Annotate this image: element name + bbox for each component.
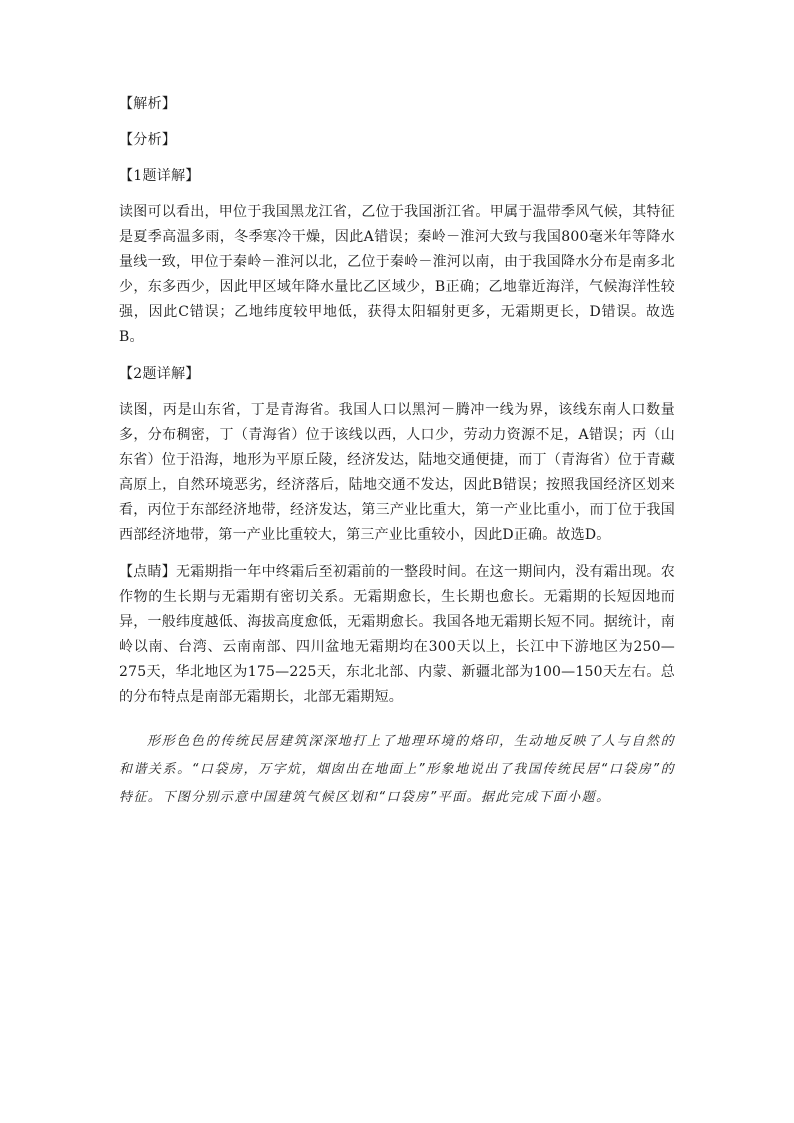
answer-content [119, 92, 675, 812]
q1-explanation: 读图可以看出，甲位于我国黑龙江省，乙位于我国浙江省。甲属于温带季风气候，其特征是夏季高温多雨，冬季寒冷干燥，因此A错误；秦岭－淮河大致与我国800毫米年等降水量线一致，甲位于秦岭－淮河以北，乙位于秦岭－淮河以南，由于我国降水分布是南多北少，东多西少，因此甲区域年降水量比乙区域少，B正确；乙地靠近海洋，气候海洋性较强，因此C错误；乙地纬度较甲地低，获得太阳辐射更多，无霜期更长，D错误。故选B。 [119, 204, 675, 345]
fenxi-heading: 【分析】 [119, 132, 177, 148]
q2-heading: 【2题详解】 [119, 366, 200, 382]
dianjing-label: 【点睛】 [119, 564, 177, 580]
dianjing-text: 无霜期指一年中终霜后至初霜前的一整段时间。在这一期间内，没有霜出现。农作物的生长期与无霜期有密切关系。无霜期愈长，生长期也愈长。无霜期的长短因地而异，一般纬度越低、海拔高度愈低，无霜期愈长。我国各地无霜期长短不同。据统计，南岭以南、台湾、云南南部、四川盆地无霜期均在300天以上，长江中下游地区为250—275天，华北地区为175—225天，东北北部、内蒙、新疆北部为100—150天左右。总的分布特点是南部无霜期长，北部无霜期短。 [119, 564, 675, 705]
next-question-intro: 形形色色的传统民居建筑深深地打上了地理环境的烙印，生动地反映了人与自然的和谐关系。“口袋房，万字炕，烟囱出在地面上”形象地说出了我国传统民居“口袋房”的特征。下图分别示意中国建筑气候区划和“口袋房”平面。据此完成下面小题。 [119, 734, 675, 805]
dianjing-paragraph [119, 560, 675, 710]
q1-heading: 【1题详解】 [119, 168, 200, 184]
analysis-heading: 【解析】 [119, 96, 177, 112]
q2-explanation: 读图，丙是山东省，丁是青海省。我国人口以黑河－腾冲一线为界，该线东南人口数量多，分布稠密，丁（青海省）位于该线以西，人口少，劳动力资源不足，A错误；丙（山东省）位于沿海，地形为平原丘陵，经济发达，陆地交通便捷，而丁（青海省）位于青藏高原上，自然环境恶劣，经济落后，陆地交通不发达，因此B错误；按照我国经济区划来看，丙位于东部经济地带，经济发达，第三产业比重大，第一产业比重小，而丁位于我国西部经济地带，第一产业比重较大，第三产业比重较小，因此D正确。故选D。 [119, 402, 675, 543]
